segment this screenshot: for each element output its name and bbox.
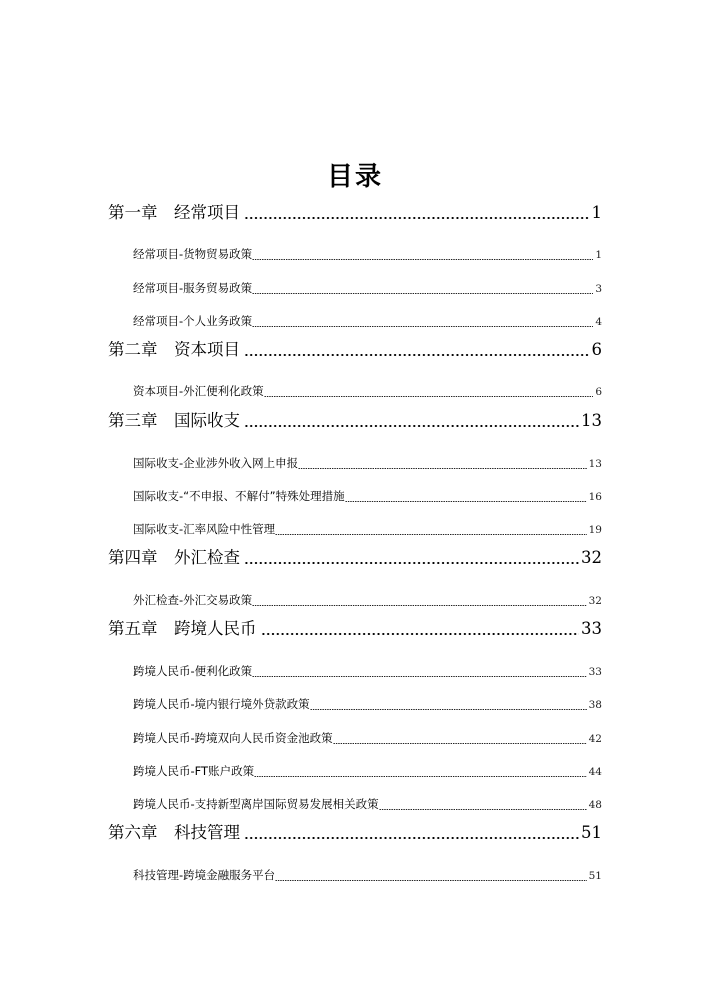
chapter-page-number: 33 — [581, 619, 602, 638]
toc-chapter-3[interactable] — [108, 410, 602, 432]
toc-chapter-2[interactable] — [108, 339, 602, 361]
section-title: 国际收支-“不申报、不解付”特殊处理措施 — [133, 489, 345, 503]
page-title: 目录 — [326, 162, 383, 192]
section-page-number: 19 — [588, 524, 602, 536]
chapter-title: 经常项目 — [174, 203, 240, 222]
section-title: 跨境人民币-境内银行境外贷款政策 — [133, 697, 310, 711]
toc-section-5-3[interactable] — [133, 730, 602, 747]
dot-leader — [264, 396, 594, 397]
dot-leader — [244, 425, 579, 428]
toc-chapter-6[interactable] — [108, 822, 602, 844]
section-page-number: 48 — [588, 799, 602, 811]
toc-chapter-4[interactable] — [108, 547, 602, 569]
section-page-number: 44 — [588, 766, 602, 778]
dot-leader — [254, 776, 587, 777]
dot-leader — [275, 880, 586, 881]
chapter-number: 第一章 — [108, 203, 158, 222]
dot-leader — [244, 837, 579, 840]
toc-section-4-1[interactable] — [133, 592, 602, 609]
section-title: 科技管理-跨境金融服务平台 — [133, 868, 276, 882]
toc-chapter-5[interactable] — [108, 618, 602, 640]
section-page-number: 42 — [588, 733, 602, 745]
section-page-number: 38 — [588, 699, 602, 711]
toc-section-2-1[interactable] — [133, 383, 602, 400]
toc-section-1-2[interactable] — [133, 280, 602, 297]
toc-section-5-2[interactable] — [133, 696, 602, 713]
dot-leader — [244, 354, 590, 357]
toc-section-6-1[interactable] — [133, 867, 602, 884]
chapter-title: 跨境人民币 — [174, 619, 257, 638]
section-page-number: 1 — [595, 249, 602, 261]
dot-leader — [244, 562, 579, 565]
section-title: 经常项目-货物贸易政策 — [133, 247, 253, 261]
section-page-number: 32 — [588, 595, 602, 607]
toc-section-5-5[interactable] — [133, 796, 602, 813]
toc-section-5-4[interactable] — [133, 763, 602, 780]
toc-section-1-3[interactable] — [133, 313, 602, 330]
dot-leader — [379, 809, 587, 810]
section-title: 资本项目-外汇便利化政策 — [133, 384, 264, 398]
dot-leader — [252, 326, 593, 327]
section-title: 跨境人民币-跨境双向人民币资金池政策 — [133, 731, 333, 745]
dot-leader — [333, 743, 587, 744]
chapter-number: 第五章 — [108, 619, 158, 638]
chapter-page-number: 32 — [581, 548, 602, 567]
dot-leader — [261, 633, 580, 636]
toc-section-3-1[interactable] — [133, 455, 602, 472]
dot-leader — [345, 501, 587, 502]
section-page-number: 13 — [588, 458, 602, 470]
section-title: 经常项目-个人业务政策 — [133, 314, 253, 328]
chapter-title: 资本项目 — [174, 340, 240, 359]
toc-section-5-1[interactable] — [133, 663, 602, 680]
chapter-page-number: 13 — [581, 411, 602, 430]
dot-leader — [252, 605, 586, 606]
chapter-page-number: 6 — [591, 340, 602, 359]
chapter-title: 国际收支 — [174, 411, 240, 430]
chapter-number: 第二章 — [108, 340, 158, 359]
section-title: 国际收支-企业涉外收入网上申报 — [133, 456, 299, 470]
section-page-number: 3 — [595, 283, 602, 295]
section-title: 跨境人民币-便利化政策 — [133, 664, 253, 678]
section-title: 国际收支-汇率风险中性管理 — [133, 522, 276, 536]
chapter-title: 科技管理 — [174, 823, 240, 842]
chapter-page-number: 1 — [591, 203, 602, 222]
section-page-number: 33 — [588, 666, 602, 678]
section-page-number: 6 — [595, 386, 602, 398]
section-page-number: 16 — [588, 491, 602, 503]
dot-leader — [252, 259, 593, 260]
section-title: 经常项目-服务贸易政策 — [133, 281, 253, 295]
section-title: 外汇检查-外汇交易政策 — [133, 593, 253, 607]
section-page-number: 51 — [588, 870, 602, 882]
section-title: 跨境人民币-FT账户政策 — [133, 764, 255, 778]
toc-section-1-1[interactable] — [133, 246, 602, 263]
dot-leader — [310, 709, 587, 710]
dot-leader — [244, 217, 590, 220]
chapter-number: 第三章 — [108, 411, 158, 430]
dot-leader — [275, 534, 586, 535]
toc-chapter-1[interactable] — [108, 202, 602, 224]
chapter-page-number: 51 — [581, 823, 602, 842]
chapter-number: 第六章 — [108, 823, 158, 842]
dot-leader — [252, 676, 586, 677]
dot-leader — [298, 468, 586, 469]
section-page-number: 4 — [595, 316, 602, 328]
chapter-number: 第四章 — [108, 548, 158, 567]
toc-section-3-3[interactable] — [133, 521, 602, 538]
section-title: 跨境人民币-支持新型离岸国际贸易发展相关政策 — [133, 797, 379, 811]
dot-leader — [252, 293, 593, 294]
toc-section-3-2[interactable] — [133, 488, 602, 505]
chapter-title: 外汇检查 — [174, 548, 240, 567]
